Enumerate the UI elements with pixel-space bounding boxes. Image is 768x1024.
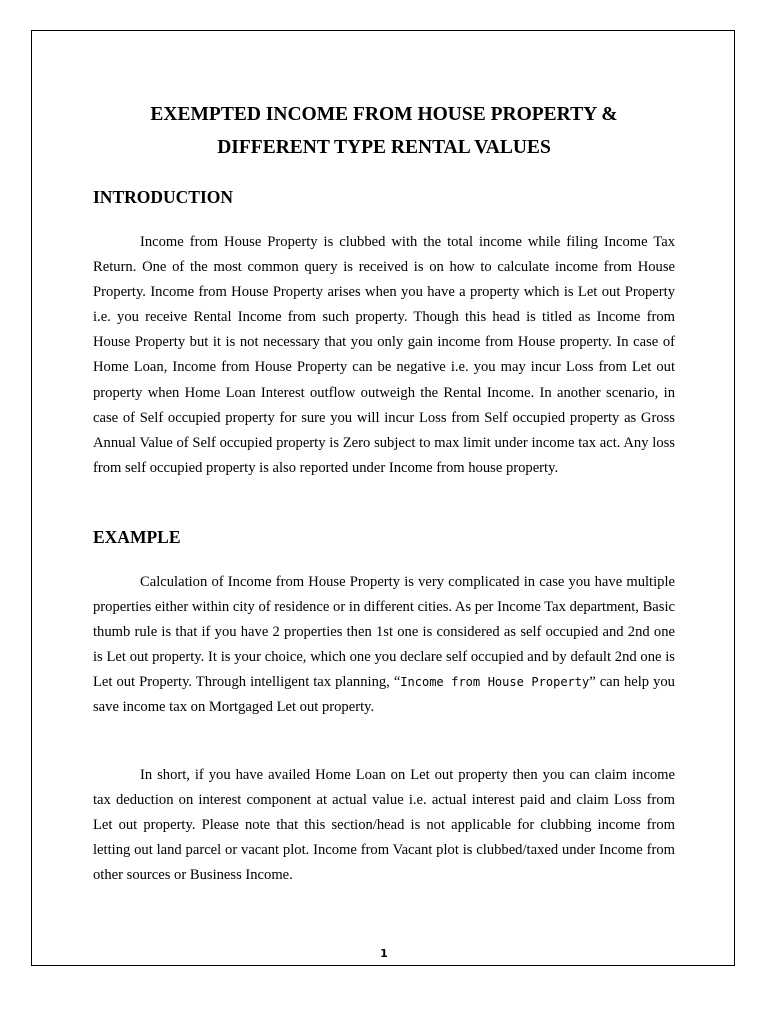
example-paragraph-1-text-a: Calculation of Income from House Property is very complicated in case you have multiple properties either within city of residence or in different cities. As per Income Tax department, Basic thumb rule is that if you have 2 properties then 1st one is considered as self occupied and 2nd one is Let out property. It is your choice, which one you declare self occupied and by default 2nd one is Let out Property. Through intelligent tax planning, “ <box>93 574 675 691</box>
example-paragraph-1-mono-phrase: Income from House Property <box>400 675 590 690</box>
document-title-line-1: EXEMPTED INCOME FROM HOUSE PROPERTY & <box>150 104 618 125</box>
introduction-heading: INTRODUCTION <box>93 187 234 207</box>
document-title-line-2: DIFFERENT TYPE RENTAL VALUES <box>217 137 551 158</box>
example-paragraph-2: In short, if you have availed Home Loan on Let out property then you can claim income tax deduction on interest component at actual value i.e. actual interest paid and claim Loss from Let out property. Please note that this section/head is not applicable for clubbing income from letting out land parcel or vacant plot. Income from Vacant plot is clubbed/taxed under Income from other sources or Business Income. <box>93 767 675 884</box>
example-heading: EXAMPLE <box>93 527 181 547</box>
example-paragraph-1-text-b: ” can help you save income tax on Mortgaged Let out property. <box>93 674 675 716</box>
example-paragraph-1 <box>93 570 675 721</box>
introduction-paragraph: Income from House Property is clubbed with the total income while filing Income Tax Return. One of the most common query is received is on how to calculate income from House Property. Income from House Property arises when you have a property which is Let out Property i.e. you receive Rental Income from such property. Though this head is titled as Income from House Property but it is not necessary that you only gain income from House property. In case of Home Loan, Income from House Property can be negative i.e. you may incur Loss from Let out property when Home Loan Interest outflow outweigh the Rental Income. In another scenario, in case of Self occupied property for sure you will incur Loss from Self occupied property as Gross Annual Value of Self occupied property is Zero subject to max limit under income tax act. Any loss from self occupied property is also reported under Income from house property. <box>93 234 675 476</box>
page-number: 1 <box>380 947 388 960</box>
